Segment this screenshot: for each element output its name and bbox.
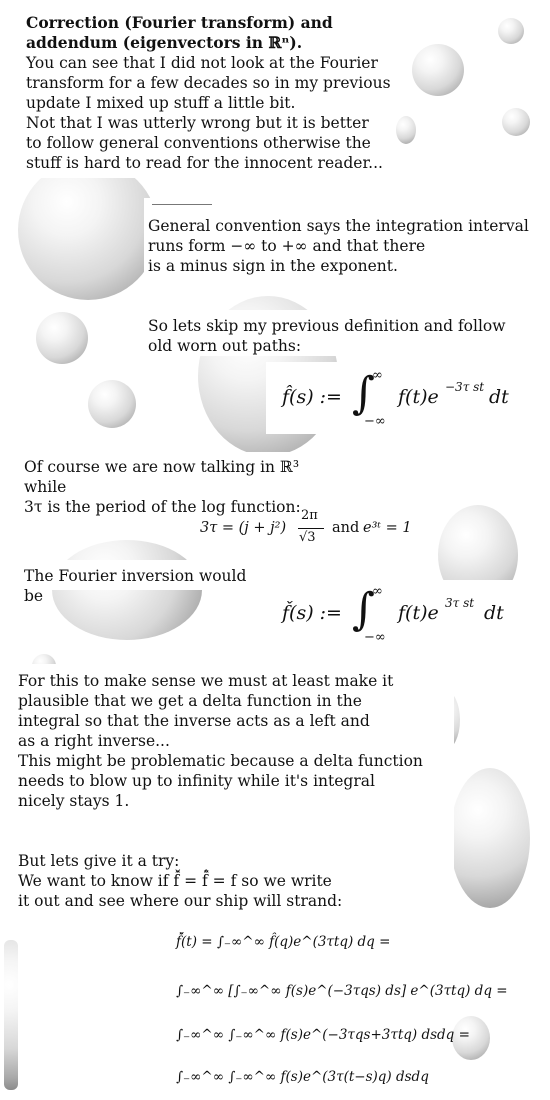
decorative-sphere [450, 768, 530, 908]
derivation-line-1: f̂̌(t) = ∫₋∞^∞ f̂(q)e^(3τtq) dq = [176, 934, 391, 950]
decorative-sphere [36, 312, 88, 364]
derivation-line-2: ∫₋∞^∞ [∫₋∞^∞ f(s)e^(−3τqs) ds] e^(3τtq) dq = [176, 983, 508, 999]
inverse-exponent: 3τ st [445, 596, 475, 610]
derivation-line-3: ∫₋∞^∞ ∫₋∞^∞ f(s)e^(−3τqs+3τtq) dsdq = [176, 1027, 470, 1043]
period-and: and [332, 520, 360, 536]
inverse-lower-limit: −∞ [364, 630, 386, 645]
section-divider [152, 204, 212, 205]
period-denominator: √3 [299, 530, 316, 545]
forward-lower-limit: −∞ [364, 414, 386, 429]
forward-exponent: −3τ st [445, 380, 485, 394]
inverse-transform-equation [282, 584, 532, 650]
decorative-sphere [18, 160, 158, 300]
fraction-bar [298, 528, 324, 529]
decorative-sphere [4, 940, 18, 1090]
inverse-integrand: f(t)e [398, 602, 439, 624]
forward-integrand: f(t)e [398, 386, 439, 408]
page-title: Correction (Fourier transform) and addendum (eigenvectors in ℝⁿ). [26, 13, 333, 52]
skip-paragraph: So lets skip my previous definition and follow old worn out paths: [148, 317, 506, 355]
decorative-sphere [498, 18, 524, 44]
try-paragraph: But lets give it a try: We want to know if f̂̌ = f̌̂ = f so we write it out and see where our ship will strand: [18, 852, 343, 910]
inverse-upper-limit: ∞ [372, 584, 383, 599]
forward-upper-limit: ∞ [372, 368, 383, 383]
decorative-sphere [88, 380, 136, 428]
integral-sign: ∫ [352, 368, 375, 419]
period-rhs: e³ᵗ = 1 [363, 520, 412, 536]
intro-paragraph: You can see that I did not look at the Fourier transform for a few decades so in my previous update I mixed up stuff a little bit. Not that I was utterly wrong but it is better to follow general conventions otherwise the stuff is hard to read for the innocent reader... [26, 54, 391, 172]
delta-paragraph: For this to make sense we must at least make it plausible that we get a delta function in the integral so that the inverse acts as a left and as a right inverse... This might be problematic because a delta function needs to blow up to infinity while it's integral nicely stays 1. [18, 672, 423, 810]
forward-transform-equation [282, 368, 532, 434]
inverse-lhs: f̌(s) := [282, 602, 342, 624]
decorative-sphere [502, 108, 530, 136]
inverse-differential: dt [484, 602, 504, 624]
convention-paragraph: General convention says the integration interval runs form −∞ to +∞ and that there is a minus sign in the exponent. [148, 217, 529, 275]
inversion-paragraph: The Fourier inversion would be [24, 567, 247, 605]
period-equation [200, 508, 440, 556]
derivation-line-4: ∫₋∞^∞ ∫₋∞^∞ f(s)e^(3τ(t−s)q) dsdq [176, 1069, 429, 1085]
decorative-sphere [396, 116, 416, 144]
forward-lhs: f̂(s) := [282, 386, 342, 408]
period-lhs: 3τ = (j + j²) [200, 520, 287, 536]
period-numerator: 2π [301, 508, 318, 523]
r3-paragraph: Of course we are now talking in ℝ³ while 3τ is the period of the log function: [24, 458, 301, 516]
forward-differential: dt [489, 386, 509, 408]
integral-sign: ∫ [352, 584, 375, 635]
decorative-sphere [412, 44, 464, 96]
